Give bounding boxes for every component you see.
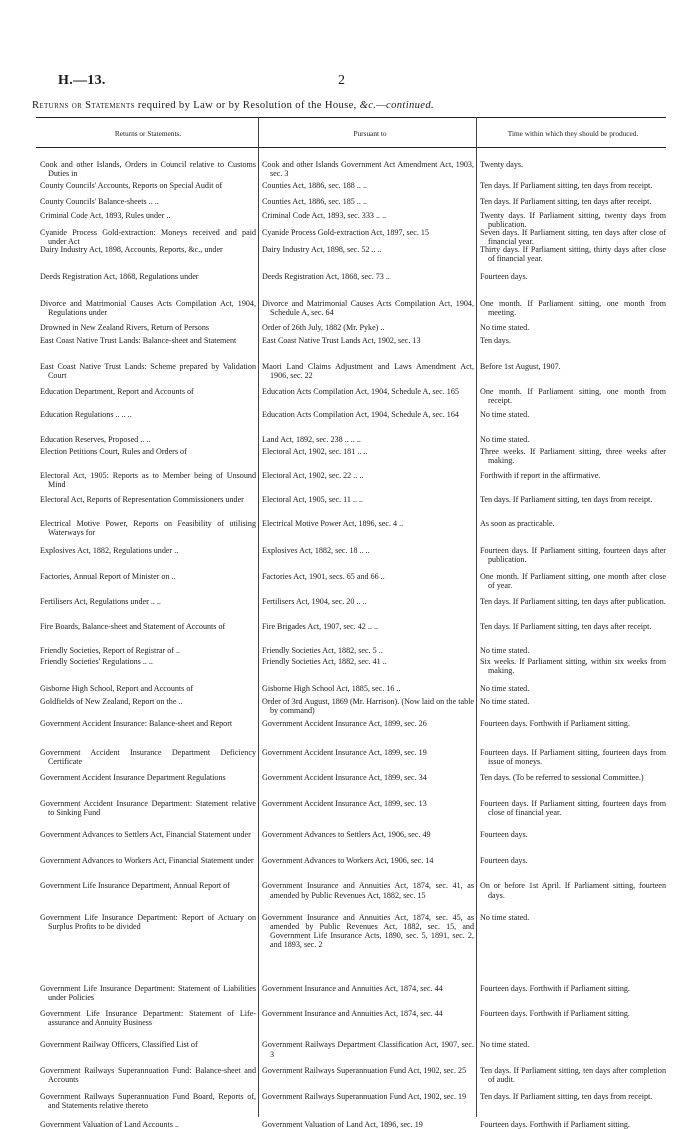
cell-returns: Electoral Act, 1905: Reports as to Member being of Unsound Mind [40, 470, 256, 490]
cell-pursuant: Order of 26th July, 1882 (Mr. Pyke) .. [262, 323, 385, 333]
cell-pursuant: Government Insurance and Annuities Act, 1874, sec. 44 [262, 1009, 443, 1019]
cell-returns: East Coast Native Trust Lands: Balance-sheet and Statement [40, 336, 237, 346]
cell-pursuant: Electoral Act, 1902, sec. 181 .. .. [262, 446, 368, 456]
cell-time: Ten days. If Parliament sitting, ten days from receipt. [480, 181, 653, 191]
cell-pursuant: Government Accident Insurance Act, 1899, sec. 13 [262, 799, 427, 808]
cell-returns: Government Life Insurance Department: Statement of Liabilities under Policies [40, 983, 256, 1002]
title-continued: &c.—continued. [359, 100, 434, 111]
cell-returns: Government Accident Insurance Department Regulations [40, 773, 226, 783]
cell-time: Fourteen days. Forthwith if Parliament sitting. [480, 719, 630, 729]
cell-returns: Friendly Societies, Report of Registrar of .. [40, 645, 181, 655]
cell-time: Fourteen days. Forthwith if Parliament sitting. [480, 983, 630, 993]
cell-returns: Electoral Act, Reports of Representation Commissioners under [40, 495, 244, 505]
cell-returns: Government Railway Officers, Classified List of [40, 1040, 198, 1050]
cell-pursuant: Criminal Code Act, 1893, sec. 333 .. .. [262, 211, 387, 221]
cell-time: Six weeks. If Parliament sitting, within six weeks from making. [480, 657, 666, 676]
cell-returns: Explosives Act, 1882, Regulations under .. [40, 546, 179, 556]
cell-returns: County Councils' Accounts, Reports on Special Audit of [40, 181, 223, 191]
cell-time: Fourteen days. If Parliament sitting, fourteen days after publication. [480, 546, 666, 565]
cell-time: Twenty days. If Parliament sitting, twenty days from publication. [480, 211, 666, 230]
cell-time: One month. If Parliament sitting, one month after close of year. [480, 571, 666, 590]
cell-returns: Dairy Industry Act, 1898, Accounts, Reports, &c., under [40, 245, 223, 255]
cell-returns: Government Life Insurance Department: Statement of Life-assurance and Annuity Business [40, 1009, 256, 1028]
cell-returns: Education Department, Report and Accounts of [40, 387, 194, 397]
cell-time: Fourteen days. If Parliament sitting, fourteen days from issue of moneys. [480, 747, 666, 767]
cell-pursuant: Government Advances to Workers Act, 1906, sec. 14 [262, 855, 434, 865]
page-header [58, 73, 662, 95]
cell-time: On or before 1st April. If Parliament sitting, fourteen days. [480, 881, 666, 900]
cell-pursuant: Explosives Act, 1882, sec. 18 .. .. [262, 546, 370, 556]
cell-time: Ten days. (To be referred to sessional Committee.) [480, 773, 644, 783]
cell-returns: East Coast Native Trust Lands: Scheme prepared by Validation Court [40, 361, 256, 380]
cell-returns: Fertilisers Act, Regulations under .. .. [40, 597, 161, 607]
cell-time: Fourteen days. Forthwith if Parliament sitting. [480, 1119, 630, 1129]
cell-returns: Friendly Societies' Regulations .. .. [40, 657, 153, 666]
cell-pursuant: East Coast Native Trust Lands Act, 1902, sec. 13 [262, 336, 421, 346]
cell-returns: Government Life Insurance Department: Report of Actuary on Surplus Profits to be divided [40, 912, 256, 931]
cell-pursuant: Dairy Industry Act, 1898, sec. 52 .. .. [262, 245, 382, 255]
cell-returns: Government Accident Insurance Department: Statement relative to Sinking Fund [40, 799, 256, 818]
cell-time: Ten days. If Parliament sitting, ten days after completion of audit. [480, 1065, 666, 1085]
cell-returns: Government Life Insurance Department, Annual Report of [40, 881, 230, 891]
cell-pursuant: Government Insurance and Annuities Act, 1874, sec. 45, as amended by Public Revenues Act, 1882, sec. 15, and Government Life Insurance Acts, 1890, sec. 5, 1891, sec. 2, and 1893, sec. 2 [262, 912, 474, 950]
cell-time: Seven days. If Parliament sitting, ten days after close of financial year. [480, 228, 666, 247]
cell-returns: Gisborne High School, Report and Accounts of [40, 683, 194, 693]
header-bottom-rule [36, 147, 666, 148]
cell-time: No time stated. [480, 409, 530, 419]
cell-time: Before 1st August, 1907. [480, 361, 561, 371]
cell-returns: Government Valuation of Land Accounts .. [40, 1119, 179, 1129]
cell-time: Ten days. If Parliament sitting, ten days from receipt. [480, 495, 653, 505]
cell-time: Ten days. If Parliament sitting, ten days after receipt. [480, 621, 652, 631]
cell-time: No time stated. [480, 435, 530, 445]
cell-returns: Deeds Registration Act, 1868, Regulations under [40, 272, 199, 282]
cell-returns: Government Accident Insurance Department Deficiency Certificate [40, 747, 256, 767]
cell-pursuant: Maori Land Claims Adjustment and Laws Amendment Act, 1906, sec. 22 [262, 361, 474, 380]
cell-pursuant: Government Valuation of Land Act, 1896, sec. 19 [262, 1119, 423, 1129]
cell-pursuant: Electrical Motive Power Act, 1896, sec. 4 .. [262, 519, 404, 529]
cell-pursuant: Cyanide Process Gold-extraction Act, 1897, sec. 15 [262, 228, 430, 238]
cell-returns: Factories, Annual Report of Minister on .. [40, 571, 176, 581]
cell-pursuant: Government Railways Superannuation Fund Act, 1902, sec. 19 [262, 1091, 467, 1101]
cell-pursuant: Education Acts Compilation Act, 1904, Schedule A, sec. 164 [262, 409, 459, 419]
cell-time: Ten days. If Parliament sitting, ten days from receipt. [480, 1091, 653, 1101]
cell-returns: Education Reserves, Proposed .. .. [40, 435, 151, 445]
cell-time: Fourteen days. [480, 830, 528, 840]
cell-time: Forthwith if report in the affirmative. [480, 470, 601, 480]
cell-pursuant: Gisborne High School Act, 1885, sec. 16 .. [262, 683, 401, 693]
cell-time: No time stated. [480, 683, 530, 693]
cell-returns: Cyanide Process Gold-extraction: Moneys received and paid under Act [40, 228, 256, 247]
cell-time: Ten days. If Parliament sitting, ten days after publication. [480, 597, 666, 607]
cell-pursuant: Government Railways Superannuation Fund Act, 1902, sec. 25 [262, 1065, 467, 1075]
cell-returns: County Councils' Balance-sheets .. .. [40, 196, 159, 206]
title-middle: required by Law or by Resolution of the House, [134, 100, 360, 111]
cell-returns: Divorce and Matrimonial Causes Acts Compilation Act, 1904, Regulations under [40, 299, 256, 318]
cell-pursuant: Education Acts Compilation Act, 1904, Schedule A, sec. 165 [262, 387, 459, 397]
cell-pursuant: Factories Act, 1901, secs. 65 and 66 .. [262, 571, 385, 581]
cell-pursuant: Government Insurance and Annuities Act, 1874, sec. 41, as amended by Public Revenues Act, 1882, sec. 15 [262, 881, 474, 900]
cell-time: Twenty days. [480, 160, 524, 169]
cell-returns: Government Railways Superannuation Fund: Balance-sheet and Accounts [40, 1065, 256, 1085]
cell-time: Fourteen days. [480, 272, 528, 282]
cell-time: No time stated. [480, 1040, 530, 1050]
cell-pursuant: Government Advances to Settlers Act, 1906, sec. 49 [262, 830, 431, 840]
document-id: H.—13. [58, 73, 106, 88]
cell-time: Ten days. If Parliament sitting, ten days after receipt. [480, 196, 652, 206]
table-top-rule [36, 117, 666, 118]
cell-returns: Government Accident Insurance: Balance-sheet and Report [40, 719, 233, 729]
cell-returns: Goldfields of New Zealand, Report on the .. [40, 696, 183, 706]
cell-pursuant: Friendly Societies Act, 1882, sec. 5 .. [262, 645, 383, 655]
cell-returns: Government Railways Superannuation Fund Board, Reports of, and Statements relative thereto [40, 1091, 256, 1110]
cell-pursuant: Government Accident Insurance Act, 1899, sec. 19 [262, 747, 427, 757]
cell-returns: Cook and other Islands, Orders in Council relative to Customs Duties in [40, 160, 256, 179]
cell-time: Thirty days. If Parliament sitting, thirty days after close of financial year. [480, 245, 666, 264]
table-title [32, 100, 662, 111]
cell-time: No time stated. [480, 696, 530, 706]
cell-pursuant: Electoral Act, 1905, sec. 11 .. .. [262, 495, 364, 505]
column-header-returns: Returns or Statements. [114, 128, 182, 138]
cell-returns: Criminal Code Act, 1893, Rules under .. [40, 211, 171, 221]
cell-returns: Election Petitions Court, Rules and Orders of [40, 446, 187, 456]
cell-pursuant: Government Insurance and Annuities Act, 1874, sec. 44 [262, 983, 443, 993]
cell-returns: Electrical Motive Power, Reports on Feasibility of utilising Waterways for [40, 519, 256, 538]
cell-time: Fourteen days. [480, 855, 528, 865]
cell-returns: Government Advances to Settlers Act, Financial Statement under [40, 830, 251, 840]
cell-time: Fourteen days. Forthwith if Parliament sitting. [480, 1009, 630, 1019]
cell-returns: Government Advances to Workers Act, Financial Statement under [40, 855, 254, 865]
cell-pursuant: Land Act, 1892, sec. 238 .. .. .. [262, 435, 361, 445]
page-number: 2 [338, 73, 345, 88]
cell-returns: Fire Boards, Balance-sheet and Statement of Accounts of [40, 621, 226, 631]
column-header-time: Time within which they should be produced. [507, 128, 639, 138]
cell-returns: Drowned in New Zealand Rivers, Return of Persons [40, 323, 210, 333]
cell-pursuant: Fertilisers Act, 1904, sec. 20 .. .. [262, 597, 367, 607]
cell-time: Fourteen days. If Parliament sitting, fourteen days from close of financial year. [480, 799, 666, 818]
cell-pursuant: Counties Act, 1886, sec. 185 .. .. [262, 196, 367, 206]
cell-time: Three weeks. If Parliament sitting, three weeks after making. [480, 446, 666, 466]
column-divider-1 [258, 117, 259, 1117]
cell-pursuant: Counties Act, 1886, sec. 188 .. .. [262, 181, 367, 191]
title-returns: Returns or Statements [32, 100, 135, 111]
column-divider-2 [476, 117, 477, 1117]
cell-time: One month. If Parliament sitting, one month from meeting. [480, 299, 666, 318]
column-header-pursuant: Pursuant to [353, 128, 387, 138]
cell-pursuant: Deeds Registration Act, 1868, sec. 73 .. [262, 272, 390, 282]
cell-time: No time stated. [480, 645, 530, 655]
cell-time: No time stated. [480, 912, 530, 922]
cell-returns: Education Regulations .. .. .. [40, 409, 132, 419]
cell-time: As soon as practicable. [480, 519, 555, 529]
cell-pursuant: Government Accident Insurance Act, 1899, sec. 26 [262, 719, 427, 729]
cell-pursuant: Electoral Act, 1902, sec. 22 .. .. [262, 470, 364, 480]
cell-pursuant: Fire Brigades Act, 1907, sec. 42 .. .. [262, 621, 378, 631]
cell-pursuant: Government Railways Department Classification Act, 1907, sec. 3 [262, 1040, 474, 1059]
cell-pursuant: Friendly Societies Act, 1882, sec. 41 .. [262, 657, 387, 666]
cell-pursuant: Government Accident Insurance Act, 1899, sec. 34 [262, 773, 427, 783]
cell-pursuant: Order of 3rd August, 1869 (Mr. Harrison). (Now laid on the table by command) [262, 696, 474, 715]
cell-time: Ten days. [480, 336, 511, 346]
cell-pursuant: Divorce and Matrimonial Causes Acts Compilation Act, 1904, Schedule A, sec. 64 [262, 299, 474, 318]
cell-pursuant: Cook and other Islands Government Act Amendment Act, 1903, sec. 3 [262, 160, 474, 179]
cell-time: One month. If Parliament sitting, one month from receipt. [480, 387, 666, 406]
cell-time: No time stated. [480, 323, 530, 333]
